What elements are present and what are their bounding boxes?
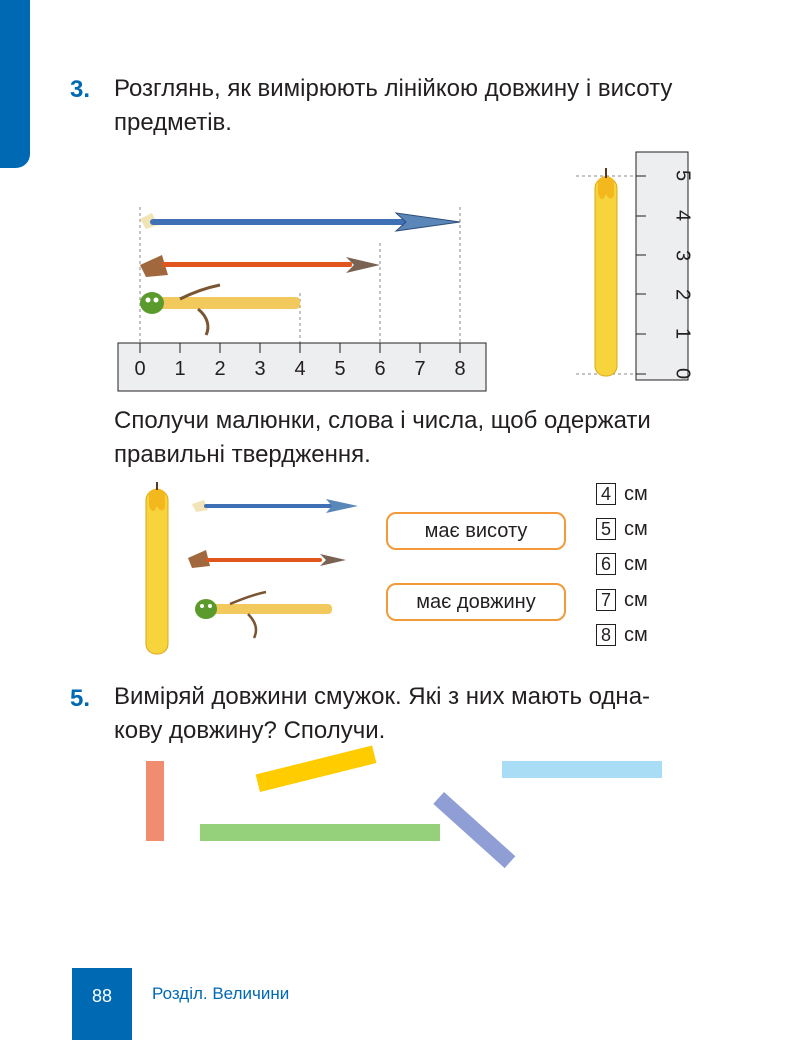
ruler-label: 8	[454, 358, 466, 380]
answer-option[interactable]	[596, 518, 648, 541]
vertical-ruler-label: 5	[671, 169, 694, 182]
match-illustration	[195, 592, 332, 638]
vertical-measurement-figure	[570, 150, 700, 390]
answer-value: 4	[596, 483, 616, 505]
candle-illustration	[595, 168, 617, 376]
task-5-text-line2: кову довжину? Сполучи.	[114, 717, 386, 744]
match-instruction-line2: правильні твердження.	[114, 441, 371, 468]
vertical-ruler-label: 2	[671, 288, 694, 301]
vertical-ruler-label: 1	[671, 327, 694, 340]
task-5-text-line1: Виміряй довжини смужок. Які з них мають одна-	[114, 683, 651, 710]
answer-unit: см	[624, 624, 648, 646]
ruler-label: 0	[134, 358, 146, 380]
page-number: 88	[91, 986, 113, 1006]
ruler-label: 7	[414, 358, 426, 380]
answer-value: 6	[596, 553, 616, 575]
match-illustration	[140, 285, 300, 335]
answer-unit: см	[624, 589, 648, 611]
strip-purple[interactable]	[433, 792, 515, 868]
task-3-text-line1: Розглянь, як вимірюють лінійкою довжину і висоту	[114, 75, 673, 102]
short-arrow-illustration	[140, 255, 380, 277]
ruler-label: 4	[294, 358, 306, 380]
footer-section-title: Розділ. Величини	[152, 984, 290, 1003]
phrase-has-length[interactable]: має довжину	[386, 583, 566, 621]
task-3-text-line2: предметів.	[114, 109, 232, 136]
vertical-ruler-label: 3	[671, 249, 694, 262]
ruler-label: 6	[374, 358, 386, 380]
matching-pictures	[140, 482, 370, 658]
ruler-label: 5	[334, 358, 346, 380]
long-arrow-illustration	[192, 499, 358, 513]
phrase-has-height[interactable]: має висоту	[386, 512, 566, 550]
answer-unit: см	[624, 483, 648, 505]
answer-value: 8	[596, 624, 616, 646]
ruler-label: 3	[254, 358, 266, 380]
short-arrow-illustration	[188, 550, 346, 568]
vertical-ruler-label: 4	[671, 209, 694, 222]
vertical-ruler	[636, 152, 688, 380]
answer-value: 7	[596, 589, 616, 611]
task-3-number: 3.	[70, 76, 91, 103]
answer-option[interactable]	[596, 553, 648, 576]
ruler-label: 1	[174, 358, 186, 380]
strip-light-blue[interactable]	[502, 761, 662, 778]
answer-option[interactable]	[596, 589, 648, 612]
answer-unit: см	[624, 518, 648, 540]
answer-option[interactable]	[596, 624, 648, 647]
answer-unit: см	[624, 553, 648, 575]
chapter-side-tab	[0, 0, 30, 168]
ruler-label: 2	[214, 358, 226, 380]
answer-option[interactable]	[596, 483, 648, 506]
answer-value: 5	[596, 518, 616, 540]
long-arrow-illustration	[140, 213, 460, 231]
strip-yellow[interactable]	[256, 746, 377, 792]
task-5-number: 5.	[70, 685, 91, 712]
strip-salmon[interactable]	[146, 761, 164, 841]
candle-illustration	[146, 482, 168, 654]
strip-green[interactable]	[200, 824, 440, 841]
match-instruction-line1: Сполучи малюнки, слова і числа, щоб одержати	[114, 407, 651, 434]
vertical-ruler-label: 0	[671, 367, 694, 380]
